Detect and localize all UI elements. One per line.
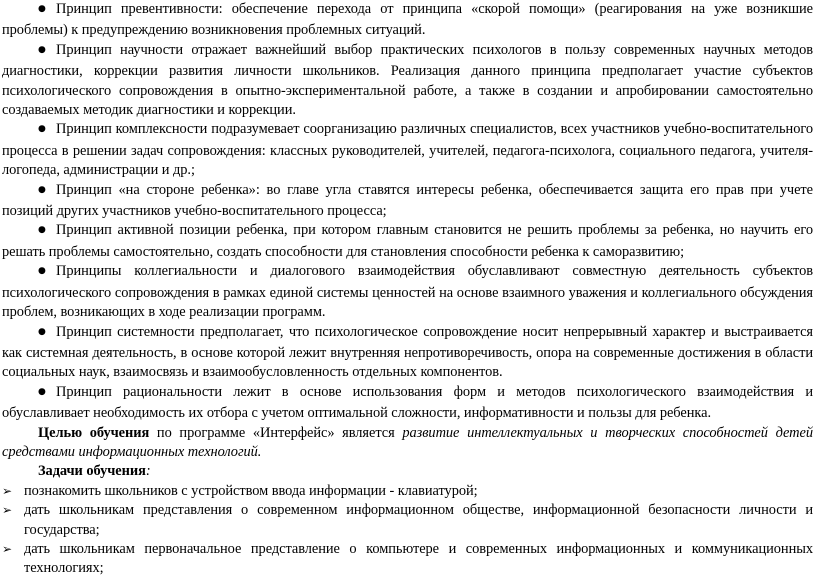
task-item bbox=[2, 540, 813, 579]
bullet-dot-icon bbox=[38, 221, 56, 242]
tasks-heading-label: Задачи обучения bbox=[38, 463, 146, 480]
tasks-heading bbox=[2, 462, 813, 481]
bullet-dot-icon bbox=[38, 120, 56, 141]
principle-paragraph bbox=[2, 0, 813, 41]
principle-text: Принцип рациональности лежит в основе использования форм и методов психологического взаимодействия и обуславливает необходимость их отбора с учетом оптимальной сложности, информативности и пользы для ребенка. bbox=[2, 383, 813, 422]
principle-text: Принцип научности отражает важнейший выбор практических психологов в пользу современных научных методов диагностики, коррекции развития личности школьников. Реализация данного принципа предполагает участие субъектов психологического сопровождения в опытно-экспериментальной работе, а также в создании и апробировании самостоятельно создаваемых методик диагностики и коррекции. bbox=[2, 41, 813, 119]
principle-paragraph bbox=[2, 181, 813, 222]
arrow-bullet-icon: ➢ bbox=[2, 503, 13, 518]
task-text: познакомить школьников с устройством ввода информации - клавиатурой; bbox=[24, 482, 478, 499]
principle-text: Принципы коллегиальности и диалогового взаимодействия обуславливают совместную деятельность субъектов психологического сопровождения в рамках единой системы ценностей на основе взаимного уважения и коллегиального обсуждения проблем, возникающих в ходе реализации программ. bbox=[2, 263, 813, 321]
goal-italic-text: развитие интеллектуальных и творческих способностей детей средствами информационных технологий. bbox=[2, 424, 813, 460]
bullet-dot-icon bbox=[38, 323, 56, 344]
principle-paragraph bbox=[2, 383, 813, 424]
bullet-dot-icon bbox=[38, 41, 56, 62]
task-item bbox=[2, 482, 813, 501]
principle-paragraph bbox=[2, 262, 813, 322]
principle-text: Принцип превентивности: обеспечение перехода от принципа «скорой помощи» (реагирования на уже возникшие проблемы) к предупреждению возникновения проблемных ситуаций. bbox=[2, 1, 813, 39]
principle-text: Принцип системности предполагает, что психологическое сопровождение носит непрерывный характер и выстраивается как системная деятельность, в основе которой лежит внутренняя непротиворечивость, опора на современные достижения в области социальных наук, взаимосвязь и взаимообусловленность отдельных компонентов. bbox=[2, 323, 813, 381]
goal-label: Целью обучения bbox=[38, 424, 150, 441]
principle-paragraph bbox=[2, 221, 813, 262]
bullet-dot-icon bbox=[38, 262, 56, 283]
goal-paragraph bbox=[2, 424, 813, 463]
task-item bbox=[2, 501, 813, 540]
goal-text: по программе «Интерфейс» является bbox=[149, 424, 403, 441]
principle-paragraph bbox=[2, 120, 813, 180]
tasks-heading-colon: : bbox=[145, 463, 151, 480]
bullet-dot-icon bbox=[38, 181, 56, 202]
arrow-bullet-icon: ➢ bbox=[2, 541, 13, 556]
principle-paragraph bbox=[2, 41, 813, 121]
principle-paragraph bbox=[2, 323, 813, 383]
principle-text: Принцип активной позиции ребенка, при котором главным становится не решить проблемы за ребенка, но научить его решать проблемы самостоятельно, создать способности для становления способности ребенка к саморазвитию; bbox=[2, 222, 813, 260]
principle-text: Принцип «на стороне ребенка»: во главе угла ставятся интересы ребенка, обеспечивается защита его прав при учете позиций других участников учебно-воспитательного процесса; bbox=[2, 181, 813, 220]
task-text: дать школьникам представления о современном информационном обществе, информационной безопасности личности и государства; bbox=[24, 502, 813, 538]
arrow-bullet-icon: ➢ bbox=[2, 483, 13, 498]
bullet-dot-icon bbox=[38, 383, 56, 404]
task-text: дать школьникам первоначальное представление о компьютере и современных информационных и коммуникационных технологиях; bbox=[24, 540, 813, 577]
bullet-dot-icon bbox=[38, 0, 56, 21]
principle-text: Принцип комплексности подразумевает соорганизацию различных специалистов, всех участников учебно-воспитательного процесса в решении задач сопровождения: классных руководителей, учителей, педагога-психолога, социального педагога, учителя-логопеда, администрации и др.; bbox=[2, 121, 813, 179]
